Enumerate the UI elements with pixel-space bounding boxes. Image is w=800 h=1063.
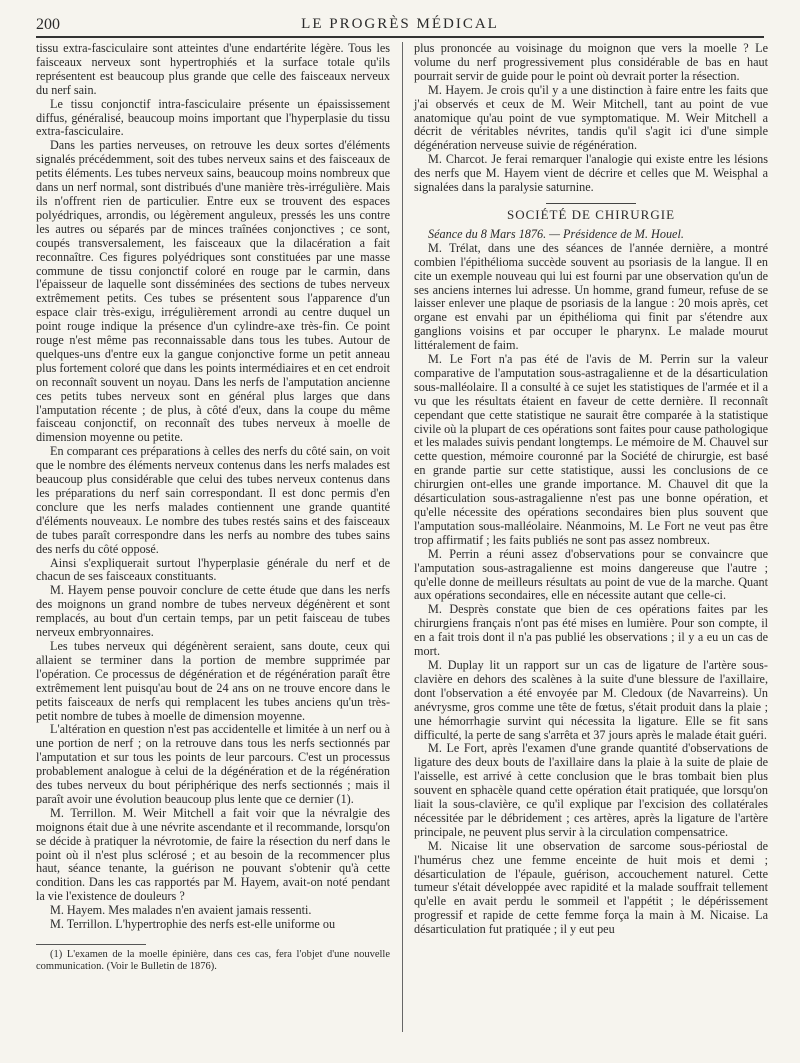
paragraph: L'altération en question n'est pas accidentelle et limitée à un nerf ou à une portion de nerf ; on la retrouve dans tous les nerfs sectionnés par l'amputation et sur tous les points de leur parcours. C'est un processus probablement analogue à celui de la dégénération et de la régénération des tubes nerveux du bout périphérique des nerfs sectionnés ; mais il paraît avoir une évolution beaucoup plus lente que ce dernier (1). (36, 722, 390, 806)
section-rule (546, 203, 636, 204)
paragraph: M. Hayem. Je crois qu'il y a une distinction à faire entre les faits que j'ai observés et ceux de M. Weir Mitchell, tant au point de vue anatomique qu'au point de vue symptomatique. M. Weir Mitchell a décrit de véritables névrites, tandis qu'il s'agit ici d'une simple dégénération nerveuse suivie de régénération. (414, 82, 768, 153)
paragraph: M. Terrillon. L'hypertrophie des nerfs est-elle uniforme ou (50, 917, 336, 932)
journal-title: LE PROGRÈS MÉDICAL (301, 16, 499, 32)
page-header (36, 14, 764, 36)
paragraph: M. Terrillon. M. Weir Mitchell a fait voir que la névralgie des moignons était due à une névrite ascendante et il recommande, lorsqu'on se décide à pratiquer la névrotomie, de faire la résection du nerf dans le point où il n'est plus sclérosé ; et au besoin de la recommencer plus haut, séance tenante, la guérison ne pouvant s'obtenir qu'à cette condition. Dans les cas rapportés par M. Hayem, avait-on noté pendant la vie l'existence de douleurs ? (36, 805, 390, 904)
paragraph: M. Trélat, dans une des séances de l'année dernière, a montré combien l'épithélioma succède souvent au psoriasis de la langue. Il en cite un exemple nouveau qui lui est fourni par une observation qu'un de ses anciens internes lui adresse. Un homme, grand fumeur, refuse de se laisser enlever une plaque de psoriasis de la langue : 20 mois après, cet organe est envahi par un épithélioma qui finit par s'étendre aux ganglions voisins et par occuper le pharynx. Le malade mourut littéralement de faim. (414, 240, 768, 353)
paragraph: M. Le Fort n'a pas été de l'avis de M. Perrin sur la valeur comparative de l'amputation sous-astragalienne et de la désarticulation sous-malléolaire. Il a consulté à ce sujet les statistiques de l'armée et il a vu que les résultats étaient en faveur de cette dernière. Il reconnaît cependant que cette statistique ne saurait être comparée à la statistique civile où la plupart de ces opérations sont faites pour cause pathologique et les malades suivis pendant longtemps. Le mémoire de M. Chauvel sur cette question, mémoire couronné par la Société de chirurgie, est basé en grande partie sur cette statistique, aussi les conclusions de ce chirurgien ont-elles une grande importance. M. Chauvel dit que la désarticulation sous-astragalienne n'est pas une bonne opération, et qu'elle nécessite des opérations secondaires bien plus souvent que l'amputation sous-malléolaire. Néanmoins, M. Le Fort ne veut pas être trop affirmatif ; les faits publiés ne sont pas assez nombreux. (414, 352, 768, 547)
paragraph: M. Desprès constate que bien de ces opérations faites par les chirurgiens français n'ont pas été mises en lumière. Pour son compte, il en a fait trois dont il n'a pas publié les observations ; il y a eu un cas de mort. (414, 602, 768, 659)
seance-line: Séance du 8 Mars 1876. — Présidence de M. Houel. (428, 226, 684, 241)
paragraph: tissu extra-fasciculaire sont atteintes d'une endartérite légère. Tous les faisceaux nerveux sont hypertrophiés et la surface totale qu'ils représentent est beaucoup plus grande que celle des faisceaux nerveux du nerf sain. (36, 41, 390, 97)
header-rule (36, 36, 764, 38)
column-separator (402, 42, 403, 1032)
paragraph: M. Hayem pense pouvoir conclure de cette étude que dans les nerfs des moignons un grand nombre de tubes nerveux dégénèrent et sont remplacés, au bout d'un certain temps, par un petit faisceau de tubes nerveux embryonnaires. (36, 583, 390, 640)
footnote: (1) L'examen de la moelle épinière, dans ces cas, fera l'objet d'une nouvelle communication. (Voir le Bulletin de 1876). (36, 949, 390, 972)
paragraph: Le tissu conjonctif intra-fasciculaire présente un épaississement diffus, généralisé, beaucoup moins important que l'hyperplasie du tissu extra-fasciculaire. (36, 96, 390, 139)
left-column (36, 42, 390, 973)
paragraph: Les tubes nerveux qui dégénèrent seraient, sans doute, ceux qui allaient se terminer dans la portion de membre supprimée par l'opération. Ce processus de dégénération et de régénération paraît être extrêmement lent puisqu'au bout de 24 ans on ne trouve encore dans le petits faisceaux de nerfs qui remplacent les tubes anciens qu'un très-petit nombre de tubes à moelle de dimension moyenne. (36, 638, 390, 723)
paragraph: M. Hayem. Mes malades n'en avaient jamais ressenti. (50, 903, 312, 918)
right-column (414, 42, 768, 937)
paragraph: En comparant ces préparations à celles des nerfs du côté sain, on voit que le nombre des éléments nerveux contenus dans les nerfs malades est beaucoup plus considérable que celui des tubes nerveux contenus dans les préparations du nerf sain correspondant. Il est donc permis d'en conclure que les nerfs malades contiennent une grande quantité d'éléments nouveaux. Le nombre des tubes restés sains et des faisceaux de tubes paraît correspondre dans les nerfs au nombre des tubes sains des nerfs du côté opposé. (36, 444, 390, 556)
paragraph: plus prononcée au voisinage du moignon que vers la moelle ? Le volume du nerf progressivement plus considérable de bas en haut pourrait servir de guide pour le point où devrait porter la résection. (414, 41, 768, 83)
footnote-rule (36, 944, 146, 945)
page-number: 200 (36, 16, 60, 33)
paragraph: M. Perrin a réuni assez d'observations pour se convaincre que l'amputation sous-astragalienne est moins dangereuse que l'autre ; qu'elle donne de meilleurs résultats au point de vue de la marche. Quant aux opérations secondaires, elle en nécessite autant que celle-ci. (414, 546, 768, 603)
paragraph: M. Duplay lit un rapport sur un cas de ligature de l'artère sous-clavière en dehors des scalènes à la suite d'une blessure de l'axillaire, dont l'observation a été envoyée par M. Cledoux (de Navarreins). Un anévrysme, gros comme une tête de fœtus, s'était produit dans la plaie ; une hémorrhagie survint qui nécessita la ligature. Elle se fit sans difficulté, la perte de sang s'arrêta et 37 jours après le malade était guéri. (414, 657, 768, 742)
paragraph: Dans les parties nerveuses, on retrouve les deux sortes d'éléments signalés précédemment, soit des tubes nerveux sains et des faisceaux de petits éléments. Les tubes nerveux sains, beaucoup moins nombreux que dans un nerf normal, sont distribués d'une manière très-irrégulière. Mais ils n'offrent rien de particulier. Entre eux se trouvent des espaces polyédriques, arrondis, ou légèrement anguleux, pressés les uns contre les autres ou séparés par de minces traînées conjonctives ; ce sont, coupés transversalement, les faisceaux que la dilacération a fait reconnaître. Ces figures polyédriques sont constituées par une masse commune de tissu conjonctif coloré en rouge par le carmin, dans l'épaisseur de laquelle sont disséminées des sections de tubes nerveux extrêmement petits. Ces tubes se présentent sous l'apparence d'un espace clair très-exigu, irrégulièrement arrondi au centre duquel un point rouge indique la présence d'un cylindre-axe très-fin. Ce point rouge n'est même pas reconnaissable dans tous les tubes. Autour de quelques-uns d'entre eux la gangue conjonctive forme un petit anneau plus fortement coloré que dans les points intermédiaires et en cet endroit on reconnaît souvent un noyau. Dans les nerfs de l'amputation ancienne ces petits tubes nerveux sont en général plus larges que dans l'amputation récente ; de plus, à côté d'eux, dans la coupe du même faisceau conjonctif, on reconnaît des tubes nerveux à moelle de dimension moyenne ou petite. (36, 138, 390, 445)
paragraph: M. Charcot. Je ferai remarquer l'analogie qui existe entre les lésions des nerfs que M. Hayem vient de décrire et celles que M. Weisphal a signalées dans la paralysie saturnine. (414, 152, 768, 195)
section-title: SOCIÉTÉ DE CHIRURGIE (506, 206, 676, 222)
paragraph: M. Nicaise lit une observation de sarcome sous-périostal de l'humérus chez une femme enceinte de huit mois et demi ; désarticulation de l'épaule, guérison, accouchement naturel. Cette tumeur s'était développée avec rapidité et la malade souffrait tellement qu'elle en avait perdu le sommeil et l'appétit ; le dépérissement progressif et rapide de cette femme força la main à M. Nicaise. La désarticulation fut pratiquée ; il y eut peu (414, 838, 768, 937)
paragraph: Ainsi s'expliquerait surtout l'hyperplasie générale du nerf et de chacun de ses faisceaux constituants. (36, 555, 390, 584)
paragraph: M. Le Fort, après l'examen d'une grande quantité d'observations de ligature des deux bouts de l'axillaire dans la plaie à la suite de plaie de l'aisselle, est arrivé à cette conclusion que le bras tombait bien plus souvent en sphacèle quand cette opération était pratiquée, que lorsqu'on liait la sous-clavière, ce qu'il explique par l'excision des collatérales nécessitée par le débridement ; ces artères, après la ligature de l'artère principale, ne peuvent plus servir à la circulation compensatrice. (414, 741, 768, 839)
